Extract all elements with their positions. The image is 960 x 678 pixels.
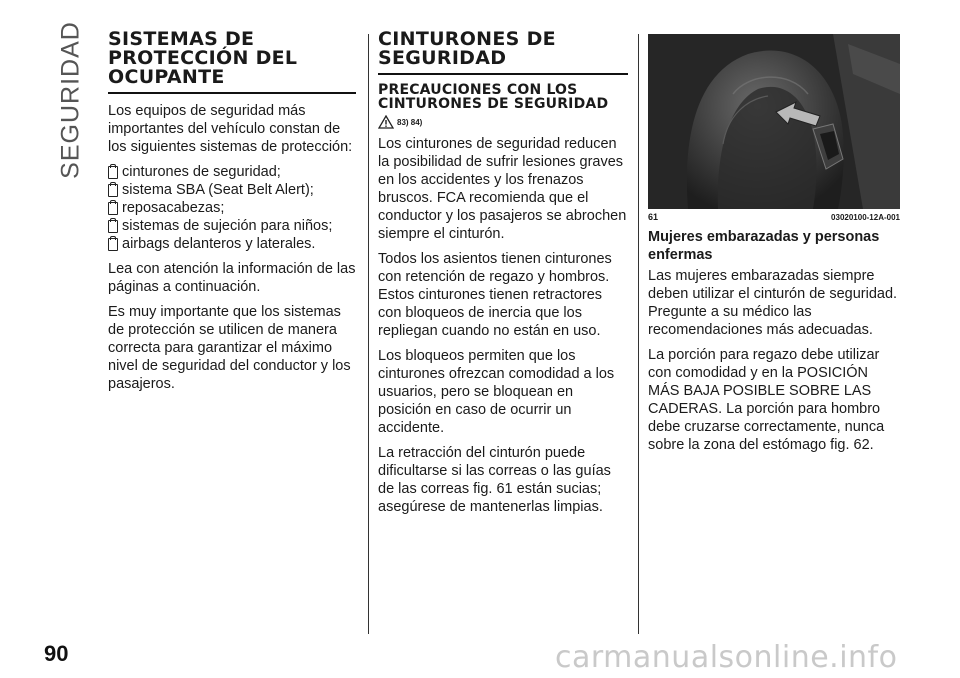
paragraph: Todos los asientos tienen cinturones con retención de regazo y hombros. Estos cinturones tienen retractores con bloqueos de inercia que los repliegan cuando no están en uso. (378, 251, 612, 339)
bullet-icon (108, 184, 118, 197)
list-item: sistemas de sujeción para niños; (108, 217, 356, 235)
watermark: carmanualsonline.info (555, 640, 898, 675)
list-item: reposacabezas; (108, 199, 356, 217)
list-item: cinturones de seguridad; (108, 163, 356, 181)
bullet-icon (108, 166, 118, 179)
figure-caption (648, 212, 900, 222)
paragraph: Lea con atención la información de las páginas a continuación. (108, 261, 356, 295)
side-label-text: SEGURIDAD (56, 21, 85, 179)
list-item: airbags delanteros y laterales. (108, 235, 356, 253)
section-title-seat-belts: CINTURONES DE SEGURIDAD (378, 28, 556, 69)
paragraph: La retracción del cinturón puede dificultarse si las correas o las guías de las correas fig. 61 están sucias; asegúrese de mantenerlas limpias. (378, 445, 611, 515)
title-underline (108, 92, 356, 94)
bullet-icon (108, 238, 118, 251)
figure-number: 61 (648, 212, 659, 222)
seat-headrest-illustration (648, 34, 900, 209)
bullet-icon (108, 202, 118, 215)
paragraph: Los bloqueos permiten que los cinturones ofrezcan comodidad a los usuarios, pero se bloquean en posición en caso de ocurrir un accidente. (378, 348, 615, 436)
column-seat-belts (378, 30, 628, 523)
section-title-occupant-protection: SISTEMAS DE PROTECCIÓN DEL OCUPANTE (108, 28, 298, 88)
paragraph: Los cinturones de seguridad reducen la posibilidad de sufrir lesiones graves en los accidentes y los frenazos bruscos. FCA recomienda que el conductor y los pasajeros se abrochen siempre el cinturón. (378, 136, 627, 242)
title-underline (378, 73, 628, 75)
figure-code: 03020100-12A-001 (831, 213, 900, 222)
column-occupant-protection (108, 30, 356, 400)
list-item: sistema SBA (Seat Belt Alert); (108, 181, 356, 199)
paragraph: Las mujeres embarazadas siempre deben utilizar el cinturón de seguridad. Pregunte a su médico las recomendaciones más adecuadas. (648, 268, 898, 338)
seat-belt-figure (648, 34, 900, 209)
column-pregnant-women (648, 34, 900, 461)
column-divider (368, 34, 369, 634)
warning-reference (378, 115, 628, 129)
protection-systems-list (108, 163, 356, 253)
warning-triangle-icon (378, 115, 394, 129)
paragraph: La porción para regazo debe utilizar con comodidad y en la POSICIÓN MÁS BAJA POSIBLE SOBRE LAS CADERAS. La porción para hombro debe cruzarse correctamente, nunca sobre la zona del estómago fig. 62. (648, 347, 885, 453)
subsection-title-precautions: PRECAUCIONES CON LOS CINTURONES DE SEGURIDAD (378, 82, 609, 112)
column-divider (638, 34, 639, 634)
page-number: 90 (44, 641, 69, 666)
warning-refs: 83) 84) (397, 117, 423, 127)
bullet-icon (108, 220, 118, 233)
intro-paragraph: Los equipos de seguridad más importantes del vehículo constan de los siguientes sistemas de protección: (108, 103, 353, 155)
heading-pregnant-women: Mujeres embarazadas y personas enfermas (648, 229, 880, 263)
paragraph: Es muy importante que los sistemas de protección se utilicen de manera correcta para garantizar el máximo nivel de seguridad del conductor y los pasajeros. (108, 304, 351, 392)
section-side-label (56, 21, 86, 179)
